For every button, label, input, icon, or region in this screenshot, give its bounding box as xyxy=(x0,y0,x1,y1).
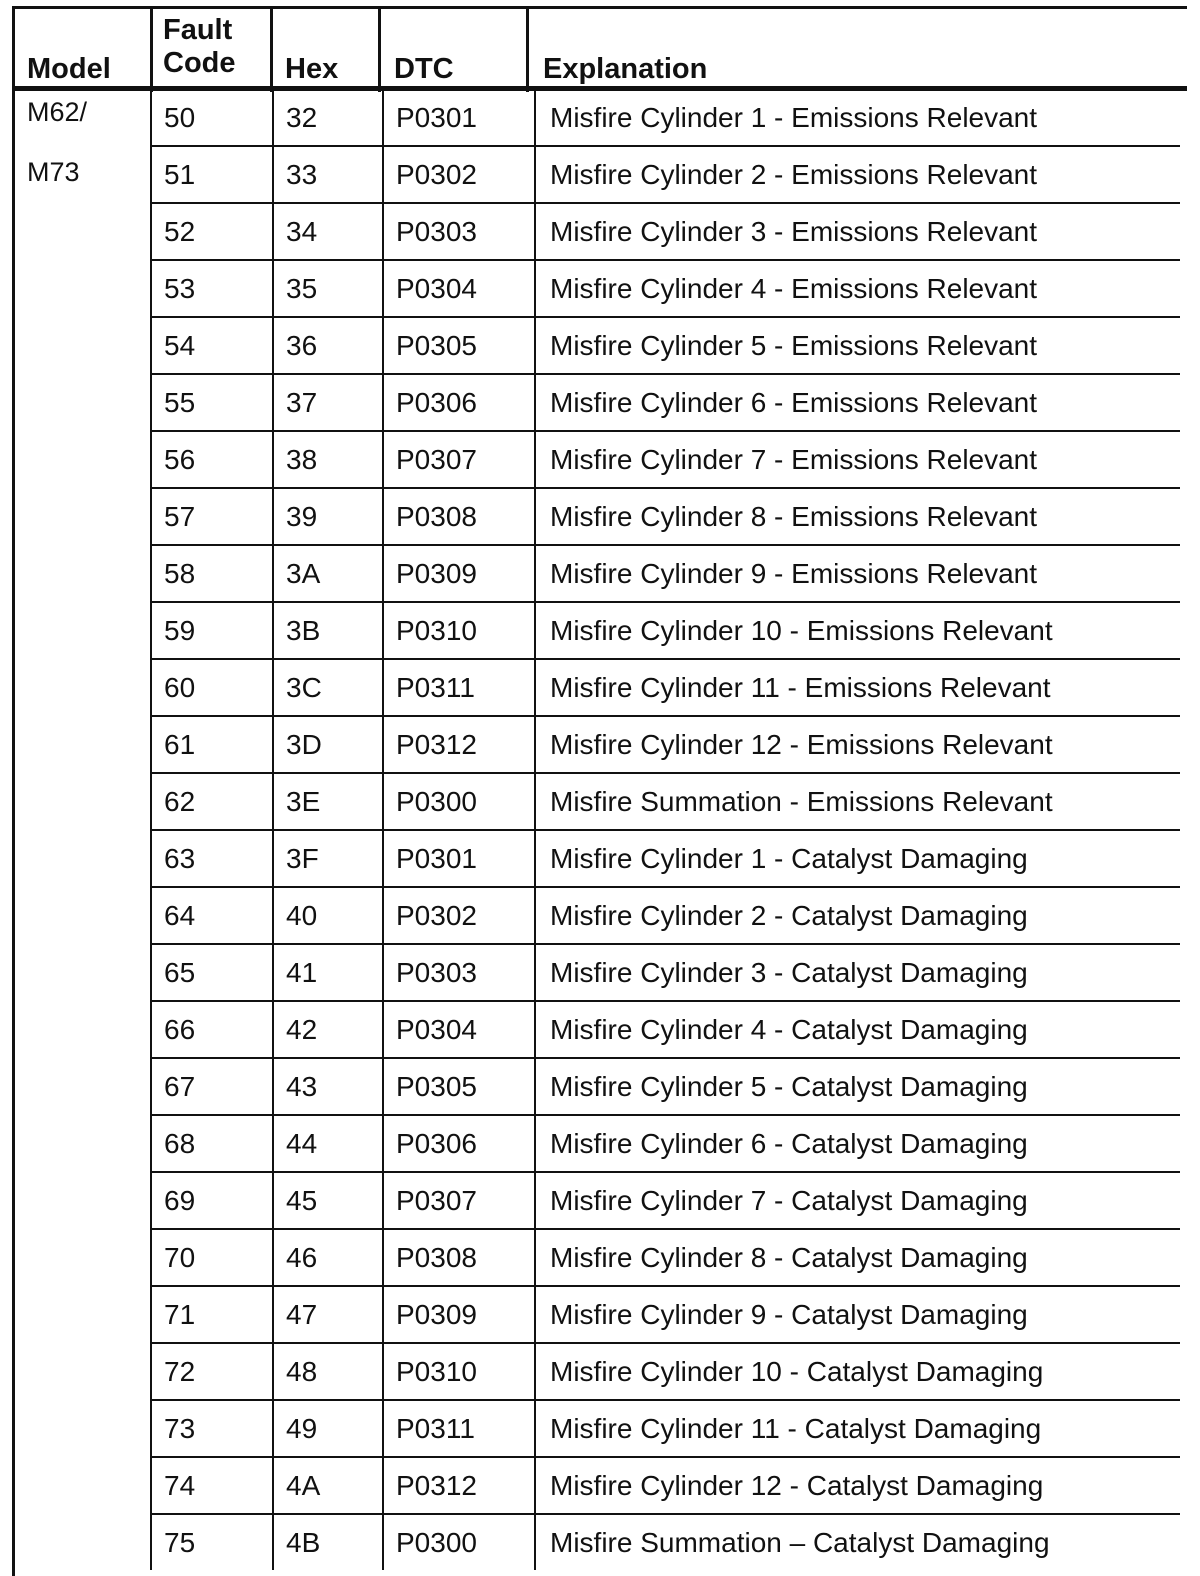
explanation-cell: Misfire Cylinder 6 - Catalyst Damaging xyxy=(535,1115,1180,1172)
explanation-cell: Misfire Cylinder 8 - Catalyst Damaging xyxy=(535,1229,1180,1286)
column-header-explanation xyxy=(543,53,707,86)
explanation-cell: Misfire Cylinder 11 - Emissions Relevant xyxy=(535,659,1180,716)
hex-cell: 32 xyxy=(273,90,383,146)
dtc-cell: P0303 xyxy=(383,944,535,1001)
dtc-cell: P0303 xyxy=(383,203,535,260)
explanation-cell: Misfire Cylinder 3 - Emissions Relevant xyxy=(535,203,1180,260)
fault-code-rows xyxy=(151,90,1180,1570)
fault-code-cell: 62 xyxy=(151,773,273,830)
hex-cell: 43 xyxy=(273,1058,383,1115)
fault-code-cell: 52 xyxy=(151,203,273,260)
table-row xyxy=(151,90,1180,146)
table-row xyxy=(151,602,1180,659)
column-header-dtc-label: DTC xyxy=(394,53,454,85)
fault-code-cell: 51 xyxy=(151,146,273,203)
hex-cell: 49 xyxy=(273,1400,383,1457)
dtc-cell: P0300 xyxy=(383,773,535,830)
table-row xyxy=(151,1001,1180,1058)
hex-cell: 33 xyxy=(273,146,383,203)
explanation-cell: Misfire Cylinder 4 - Catalyst Damaging xyxy=(535,1001,1180,1058)
hex-cell: 3B xyxy=(273,602,383,659)
hex-cell: 35 xyxy=(273,260,383,317)
explanation-cell: Misfire Cylinder 12 - Emissions Relevant xyxy=(535,716,1180,773)
explanation-cell: Misfire Cylinder 2 - Catalyst Damaging xyxy=(535,887,1180,944)
header-divider-model xyxy=(150,8,153,92)
fault-code-cell: 75 xyxy=(151,1514,273,1570)
fault-code-cell: 65 xyxy=(151,944,273,1001)
table-row xyxy=(151,431,1180,488)
dtc-cell: P0301 xyxy=(383,830,535,887)
explanation-cell: Misfire Cylinder 3 - Catalyst Damaging xyxy=(535,944,1180,1001)
explanation-cell: Misfire Cylinder 7 - Emissions Relevant xyxy=(535,431,1180,488)
dtc-cell: P0302 xyxy=(383,887,535,944)
dtc-cell: P0307 xyxy=(383,1172,535,1229)
dtc-cell: P0308 xyxy=(383,1229,535,1286)
column-header-fault-code xyxy=(163,14,236,80)
table-row xyxy=(151,830,1180,887)
hex-cell: 46 xyxy=(273,1229,383,1286)
explanation-cell: Misfire Cylinder 5 - Emissions Relevant xyxy=(535,317,1180,374)
dtc-cell: P0307 xyxy=(383,431,535,488)
table-row xyxy=(151,488,1180,545)
fault-code-cell: 50 xyxy=(151,90,273,146)
hex-cell: 3E xyxy=(273,773,383,830)
explanation-cell: Misfire Cylinder 9 - Catalyst Damaging xyxy=(535,1286,1180,1343)
table-row xyxy=(151,659,1180,716)
explanation-cell: Misfire Summation – Catalyst Damaging xyxy=(535,1514,1180,1570)
table-row xyxy=(151,1058,1180,1115)
table-row xyxy=(151,146,1180,203)
hex-cell: 48 xyxy=(273,1343,383,1400)
dtc-cell: P0300 xyxy=(383,1514,535,1570)
hex-cell: 4A xyxy=(273,1457,383,1514)
table-row xyxy=(151,374,1180,431)
explanation-cell: Misfire Cylinder 11 - Catalyst Damaging xyxy=(535,1400,1180,1457)
table-top-rule xyxy=(12,6,1187,9)
explanation-cell: Misfire Cylinder 1 - Emissions Relevant xyxy=(535,90,1180,146)
dtc-cell: P0301 xyxy=(383,90,535,146)
column-header-hex-label: Hex xyxy=(285,53,339,85)
fault-code-cell: 54 xyxy=(151,317,273,374)
fault-code-cell: 59 xyxy=(151,602,273,659)
column-header-fault-code-line2: Code xyxy=(163,47,236,79)
table-row xyxy=(151,1115,1180,1172)
fault-code-cell: 58 xyxy=(151,545,273,602)
dtc-cell: P0311 xyxy=(383,659,535,716)
hex-cell: 44 xyxy=(273,1115,383,1172)
hex-cell: 36 xyxy=(273,317,383,374)
dtc-cell: P0312 xyxy=(383,716,535,773)
hex-cell: 45 xyxy=(273,1172,383,1229)
hex-cell: 34 xyxy=(273,203,383,260)
table-row xyxy=(151,1172,1180,1229)
explanation-cell: Misfire Cylinder 6 - Emissions Relevant xyxy=(535,374,1180,431)
dtc-cell: P0306 xyxy=(383,1115,535,1172)
dtc-cell: P0309 xyxy=(383,545,535,602)
hex-cell: 3A xyxy=(273,545,383,602)
dtc-cell: P0304 xyxy=(383,260,535,317)
explanation-cell: Misfire Cylinder 10 - Catalyst Damaging xyxy=(535,1343,1180,1400)
explanation-cell: Misfire Cylinder 8 - Emissions Relevant xyxy=(535,488,1180,545)
fault-code-table xyxy=(150,90,1180,1570)
dtc-cell: P0311 xyxy=(383,1400,535,1457)
fault-code-cell: 61 xyxy=(151,716,273,773)
column-header-dtc xyxy=(394,53,454,86)
table-left-rule xyxy=(12,8,15,1576)
dtc-cell: P0305 xyxy=(383,1058,535,1115)
table-row xyxy=(151,1457,1180,1514)
fault-code-cell: 71 xyxy=(151,1286,273,1343)
hex-cell: 3D xyxy=(273,716,383,773)
dtc-cell: P0312 xyxy=(383,1457,535,1514)
header-divider-code xyxy=(270,8,273,92)
table-row xyxy=(151,545,1180,602)
dtc-cell: P0308 xyxy=(383,488,535,545)
table-row xyxy=(151,1229,1180,1286)
dtc-cell: P0310 xyxy=(383,1343,535,1400)
hex-cell: 42 xyxy=(273,1001,383,1058)
hex-cell: 3C xyxy=(273,659,383,716)
column-header-fault-code-line1: Fault xyxy=(163,14,233,46)
table-row xyxy=(151,1343,1180,1400)
model-value-line1: M62/ xyxy=(27,97,88,127)
fault-code-cell: 68 xyxy=(151,1115,273,1172)
explanation-cell: Misfire Cylinder 9 - Emissions Relevant xyxy=(535,545,1180,602)
explanation-cell: Misfire Cylinder 4 - Emissions Relevant xyxy=(535,260,1180,317)
table-row xyxy=(151,773,1180,830)
model-value-line2: M73 xyxy=(27,157,80,187)
header-divider-hex xyxy=(378,8,381,92)
explanation-cell: Misfire Cylinder 10 - Emissions Relevant xyxy=(535,602,1180,659)
explanation-cell: Misfire Cylinder 1 - Catalyst Damaging xyxy=(535,830,1180,887)
explanation-cell: Misfire Cylinder 2 - Emissions Relevant xyxy=(535,146,1180,203)
fault-code-cell: 69 xyxy=(151,1172,273,1229)
column-header-model xyxy=(27,53,111,86)
explanation-cell: Misfire Cylinder 7 - Catalyst Damaging xyxy=(535,1172,1180,1229)
table-row xyxy=(151,260,1180,317)
table-row xyxy=(151,317,1180,374)
table-row xyxy=(151,887,1180,944)
dtc-cell: P0304 xyxy=(383,1001,535,1058)
table-row xyxy=(151,203,1180,260)
fault-code-cell: 66 xyxy=(151,1001,273,1058)
fault-code-cell: 57 xyxy=(151,488,273,545)
column-header-explanation-label: Explanation xyxy=(543,53,708,85)
hex-cell: 3F xyxy=(273,830,383,887)
table-row xyxy=(151,1514,1180,1570)
hex-cell: 40 xyxy=(273,887,383,944)
hex-cell: 47 xyxy=(273,1286,383,1343)
fault-code-cell: 63 xyxy=(151,830,273,887)
fault-code-cell: 72 xyxy=(151,1343,273,1400)
fault-code-cell: 70 xyxy=(151,1229,273,1286)
fault-code-cell: 73 xyxy=(151,1400,273,1457)
dtc-cell: P0302 xyxy=(383,146,535,203)
hex-cell: 41 xyxy=(273,944,383,1001)
dtc-cell: P0305 xyxy=(383,317,535,374)
explanation-cell: Misfire Cylinder 12 - Catalyst Damaging xyxy=(535,1457,1180,1514)
fault-code-cell: 53 xyxy=(151,260,273,317)
fault-code-cell: 56 xyxy=(151,431,273,488)
fault-code-cell: 64 xyxy=(151,887,273,944)
hex-cell: 37 xyxy=(273,374,383,431)
dtc-cell: P0310 xyxy=(383,602,535,659)
table-row xyxy=(151,716,1180,773)
dtc-cell: P0309 xyxy=(383,1286,535,1343)
hex-cell: 4B xyxy=(273,1514,383,1570)
explanation-cell: Misfire Summation - Emissions Relevant xyxy=(535,773,1180,830)
fault-code-cell: 60 xyxy=(151,659,273,716)
hex-cell: 39 xyxy=(273,488,383,545)
column-header-hex xyxy=(285,53,338,86)
column-header-model-label: Model xyxy=(27,53,111,85)
hex-cell: 38 xyxy=(273,431,383,488)
fault-code-cell: 74 xyxy=(151,1457,273,1514)
dtc-cell: P0306 xyxy=(383,374,535,431)
explanation-cell: Misfire Cylinder 5 - Catalyst Damaging xyxy=(535,1058,1180,1115)
fault-code-cell: 67 xyxy=(151,1058,273,1115)
header-divider-dtc xyxy=(526,8,529,92)
fault-code-cell: 55 xyxy=(151,374,273,431)
table-row xyxy=(151,1400,1180,1457)
table-row xyxy=(151,944,1180,1001)
table-row xyxy=(151,1286,1180,1343)
